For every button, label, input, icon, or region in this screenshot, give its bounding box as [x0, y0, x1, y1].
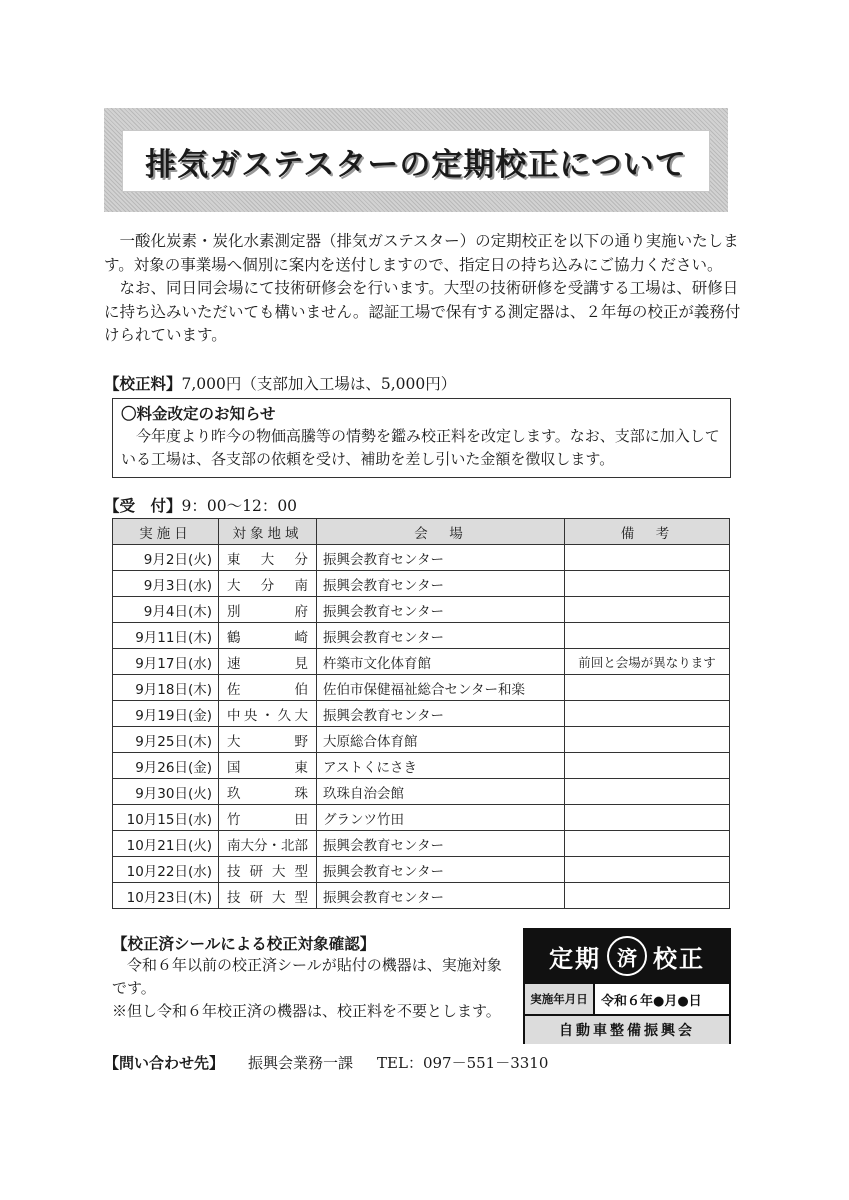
- table-row: [113, 753, 730, 779]
- cell-note: [565, 883, 730, 909]
- cell-note: [565, 753, 730, 779]
- cell-area: 佐伯: [219, 675, 317, 701]
- cell-venue: アストくにさき: [317, 753, 565, 779]
- cell-date: 10月21日(火): [113, 831, 219, 857]
- table-row: [113, 623, 730, 649]
- cell-note: 前回と会場が異なります: [565, 649, 730, 675]
- cell-note: [565, 779, 730, 805]
- header-venue: 会 場: [317, 519, 565, 545]
- intro-paragraph-2: なお、同日同会場にて技術研修会を行います。大型の技術研修を受講する工場は、研修日に持ち込みいただいても構いません。認証工場で保有する測定器は、２年毎の校正が義務付けられています。: [104, 279, 741, 344]
- cell-area: 鶴崎: [219, 623, 317, 649]
- cell-note: [565, 857, 730, 883]
- cell-date: 9月30日(火): [113, 779, 219, 805]
- seal-description: [112, 954, 512, 1023]
- cell-venue: グランツ竹田: [317, 805, 565, 831]
- table-row: [113, 727, 730, 753]
- cell-venue: 振興会教育センター: [317, 857, 565, 883]
- cell-area: 国東: [219, 753, 317, 779]
- sticker-date-label: 実施年月日: [525, 984, 595, 1014]
- cell-area: 大分南: [219, 571, 317, 597]
- cell-note: [565, 623, 730, 649]
- title-box: [122, 130, 710, 192]
- cell-date: 9月18日(木): [113, 675, 219, 701]
- intro-text: [104, 230, 744, 348]
- page-title: 排気ガステスターの定期校正について: [145, 146, 687, 183]
- table-row: [113, 571, 730, 597]
- seal-paragraph-1: 令和６年以前の校正済シールが貼付の機器は、実施対象です。: [112, 956, 502, 997]
- schedule-table: [112, 518, 730, 909]
- cell-date: 10月22日(水): [113, 857, 219, 883]
- sticker-org: 自動車整備振興会: [525, 1016, 729, 1044]
- cell-note: [565, 727, 730, 753]
- cell-area: 玖珠: [219, 779, 317, 805]
- cell-venue: 玖珠自治会館: [317, 779, 565, 805]
- cell-area: 南大分・北部: [219, 831, 317, 857]
- contact-dept: 振興会業務一課: [248, 1054, 354, 1072]
- fee-line: [104, 372, 456, 394]
- sticker-right-text: 校正: [653, 944, 705, 973]
- cell-venue: 振興会教育センター: [317, 623, 565, 649]
- table-row: [113, 857, 730, 883]
- cell-note: [565, 701, 730, 727]
- notice-title: 〇料金改定のお知らせ: [121, 405, 276, 423]
- cell-date: 9月26日(金): [113, 753, 219, 779]
- cell-venue: 振興会教育センター: [317, 571, 565, 597]
- cell-note: [565, 805, 730, 831]
- sticker-left-text: 定期: [549, 944, 601, 973]
- cell-date: 9月19日(金): [113, 701, 219, 727]
- seal-paragraph-2: ※但し令和６年校正済の機器は、校正料を不要とします。: [112, 1002, 501, 1020]
- fee-label: 【校正料】: [104, 375, 182, 393]
- header-note: 備 考: [565, 519, 730, 545]
- header-date: 実施日: [113, 519, 219, 545]
- cell-venue: 振興会教育センター: [317, 831, 565, 857]
- table-row: [113, 701, 730, 727]
- cell-venue: 振興会教育センター: [317, 597, 565, 623]
- cell-venue: 振興会教育センター: [317, 883, 565, 909]
- cell-area: 大野: [219, 727, 317, 753]
- table-row: [113, 545, 730, 571]
- cell-date: 9月4日(木): [113, 597, 219, 623]
- cell-venue: 振興会教育センター: [317, 701, 565, 727]
- reception-line: [104, 494, 297, 516]
- cell-venue: 大原総合体育館: [317, 727, 565, 753]
- reception-value: 9：00～12：00: [181, 497, 298, 515]
- cell-date: 9月25日(木): [113, 727, 219, 753]
- cell-venue: 振興会教育センター: [317, 545, 565, 571]
- intro-paragraph-1: 一酸化炭素・炭化水素測定器（排気ガステスター）の定期校正を以下の通り実施いたします。対象の事業場へ個別に案内を送付しますので、指定日の持ち込みにご協力ください。: [104, 232, 739, 274]
- cell-venue: 佐伯市保健福祉総合センター和楽: [317, 675, 565, 701]
- sticker-date-value: 令和６年●月●日: [595, 984, 729, 1014]
- cell-date: 10月23日(木): [113, 883, 219, 909]
- cell-area: 東大分: [219, 545, 317, 571]
- table-row: [113, 597, 730, 623]
- seal-heading: 【校正済シールによる校正対象確認】: [112, 935, 376, 953]
- calibration-sticker: [523, 928, 731, 1044]
- cell-area: 中央・久大: [219, 701, 317, 727]
- contact-tel: TEL：097－551－3310: [377, 1054, 549, 1072]
- cell-date: 9月2日(火): [113, 545, 219, 571]
- cell-note: [565, 831, 730, 857]
- sticker-circle-mark: 済: [607, 936, 647, 976]
- cell-area: 技研大型: [219, 883, 317, 909]
- table-row: [113, 779, 730, 805]
- cell-area: 別府: [219, 597, 317, 623]
- table-row: [113, 805, 730, 831]
- schedule-header-row: [113, 519, 730, 545]
- cell-note: [565, 597, 730, 623]
- notice-body: 今年度より昨今の物価高騰等の情勢を鑑み校正料を改定します。なお、支部に加入している工場は、各支部の依頼を受け、補助を差し引いた金額を徴収します。: [121, 427, 720, 468]
- cell-venue: 杵築市文化体育館: [317, 649, 565, 675]
- price-notice-box: [112, 398, 731, 478]
- cell-note: [565, 675, 730, 701]
- cell-note: [565, 571, 730, 597]
- cell-date: 9月11日(木): [113, 623, 219, 649]
- cell-area: 速見: [219, 649, 317, 675]
- cell-area: 技研大型: [219, 857, 317, 883]
- sticker-date-row: [525, 982, 729, 1014]
- reception-label: 【受 付】: [104, 497, 182, 515]
- contact-label: 【問い合わせ先】: [104, 1054, 225, 1072]
- table-row: [113, 883, 730, 909]
- table-row: [113, 649, 730, 675]
- table-row: [113, 831, 730, 857]
- cell-date: 10月15日(水): [113, 805, 219, 831]
- cell-date: 9月17日(水): [113, 649, 219, 675]
- fee-value: 7,000円（支部加入工場は、5,000円）: [181, 375, 457, 393]
- cell-date: 9月3日(水): [113, 571, 219, 597]
- cell-area: 竹田: [219, 805, 317, 831]
- header-area: 対象地域: [219, 519, 317, 545]
- table-row: [113, 675, 730, 701]
- cell-note: [565, 545, 730, 571]
- sticker-top: [525, 930, 729, 982]
- contact-line: [104, 1052, 548, 1073]
